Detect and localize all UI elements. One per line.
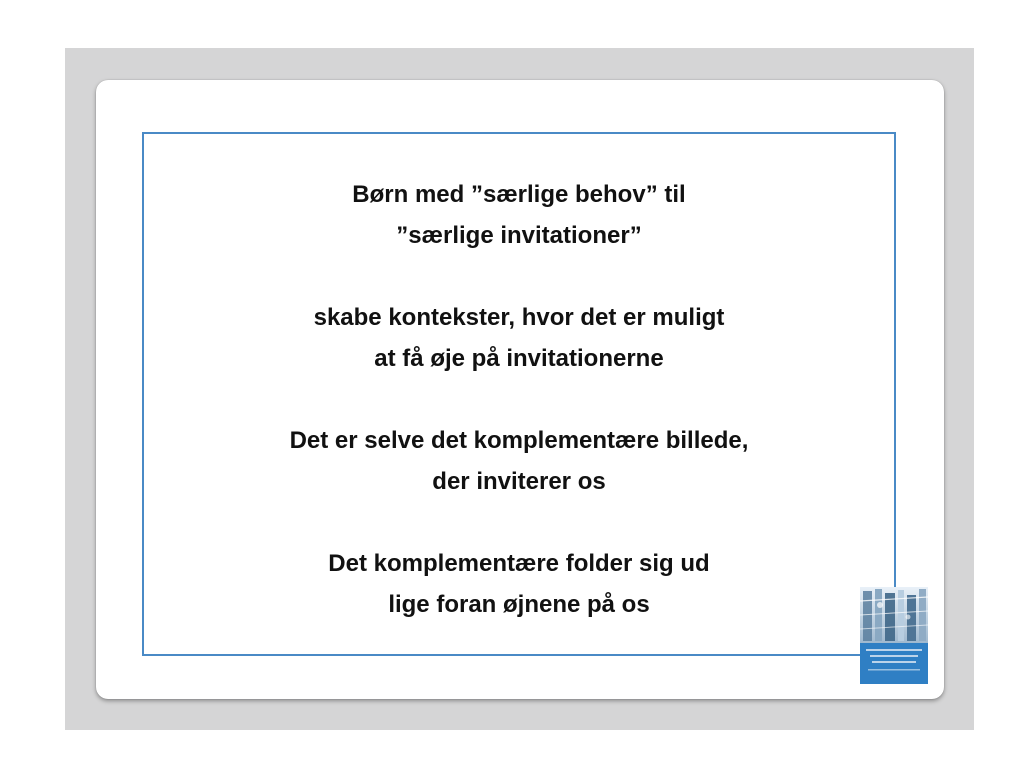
paragraph-1 xyxy=(142,174,896,256)
book-cover-icon xyxy=(860,587,928,684)
paragraph-4-line-1: Det komplementære folder sig ud xyxy=(328,550,710,577)
paragraph-4 xyxy=(142,543,896,625)
paragraph-2-line-1: skabe kontekster, hvor det er muligt xyxy=(313,304,725,331)
paragraph-1-line-1: Børn med ”særlige behov” til xyxy=(352,181,686,208)
paragraph-4-line-2: lige foran øjnene på os xyxy=(388,591,650,618)
paragraph-1-line-2: ”særlige invitationer” xyxy=(396,222,642,249)
paragraph-3-line-1: Det er selve det komplementære billede, xyxy=(289,427,749,454)
paragraph-3-line-2: der inviterer os xyxy=(432,468,606,495)
paragraph-2 xyxy=(142,297,896,379)
paragraph-3 xyxy=(142,420,896,502)
paragraph-2-line-2: at få øje på invitationerne xyxy=(374,345,664,372)
